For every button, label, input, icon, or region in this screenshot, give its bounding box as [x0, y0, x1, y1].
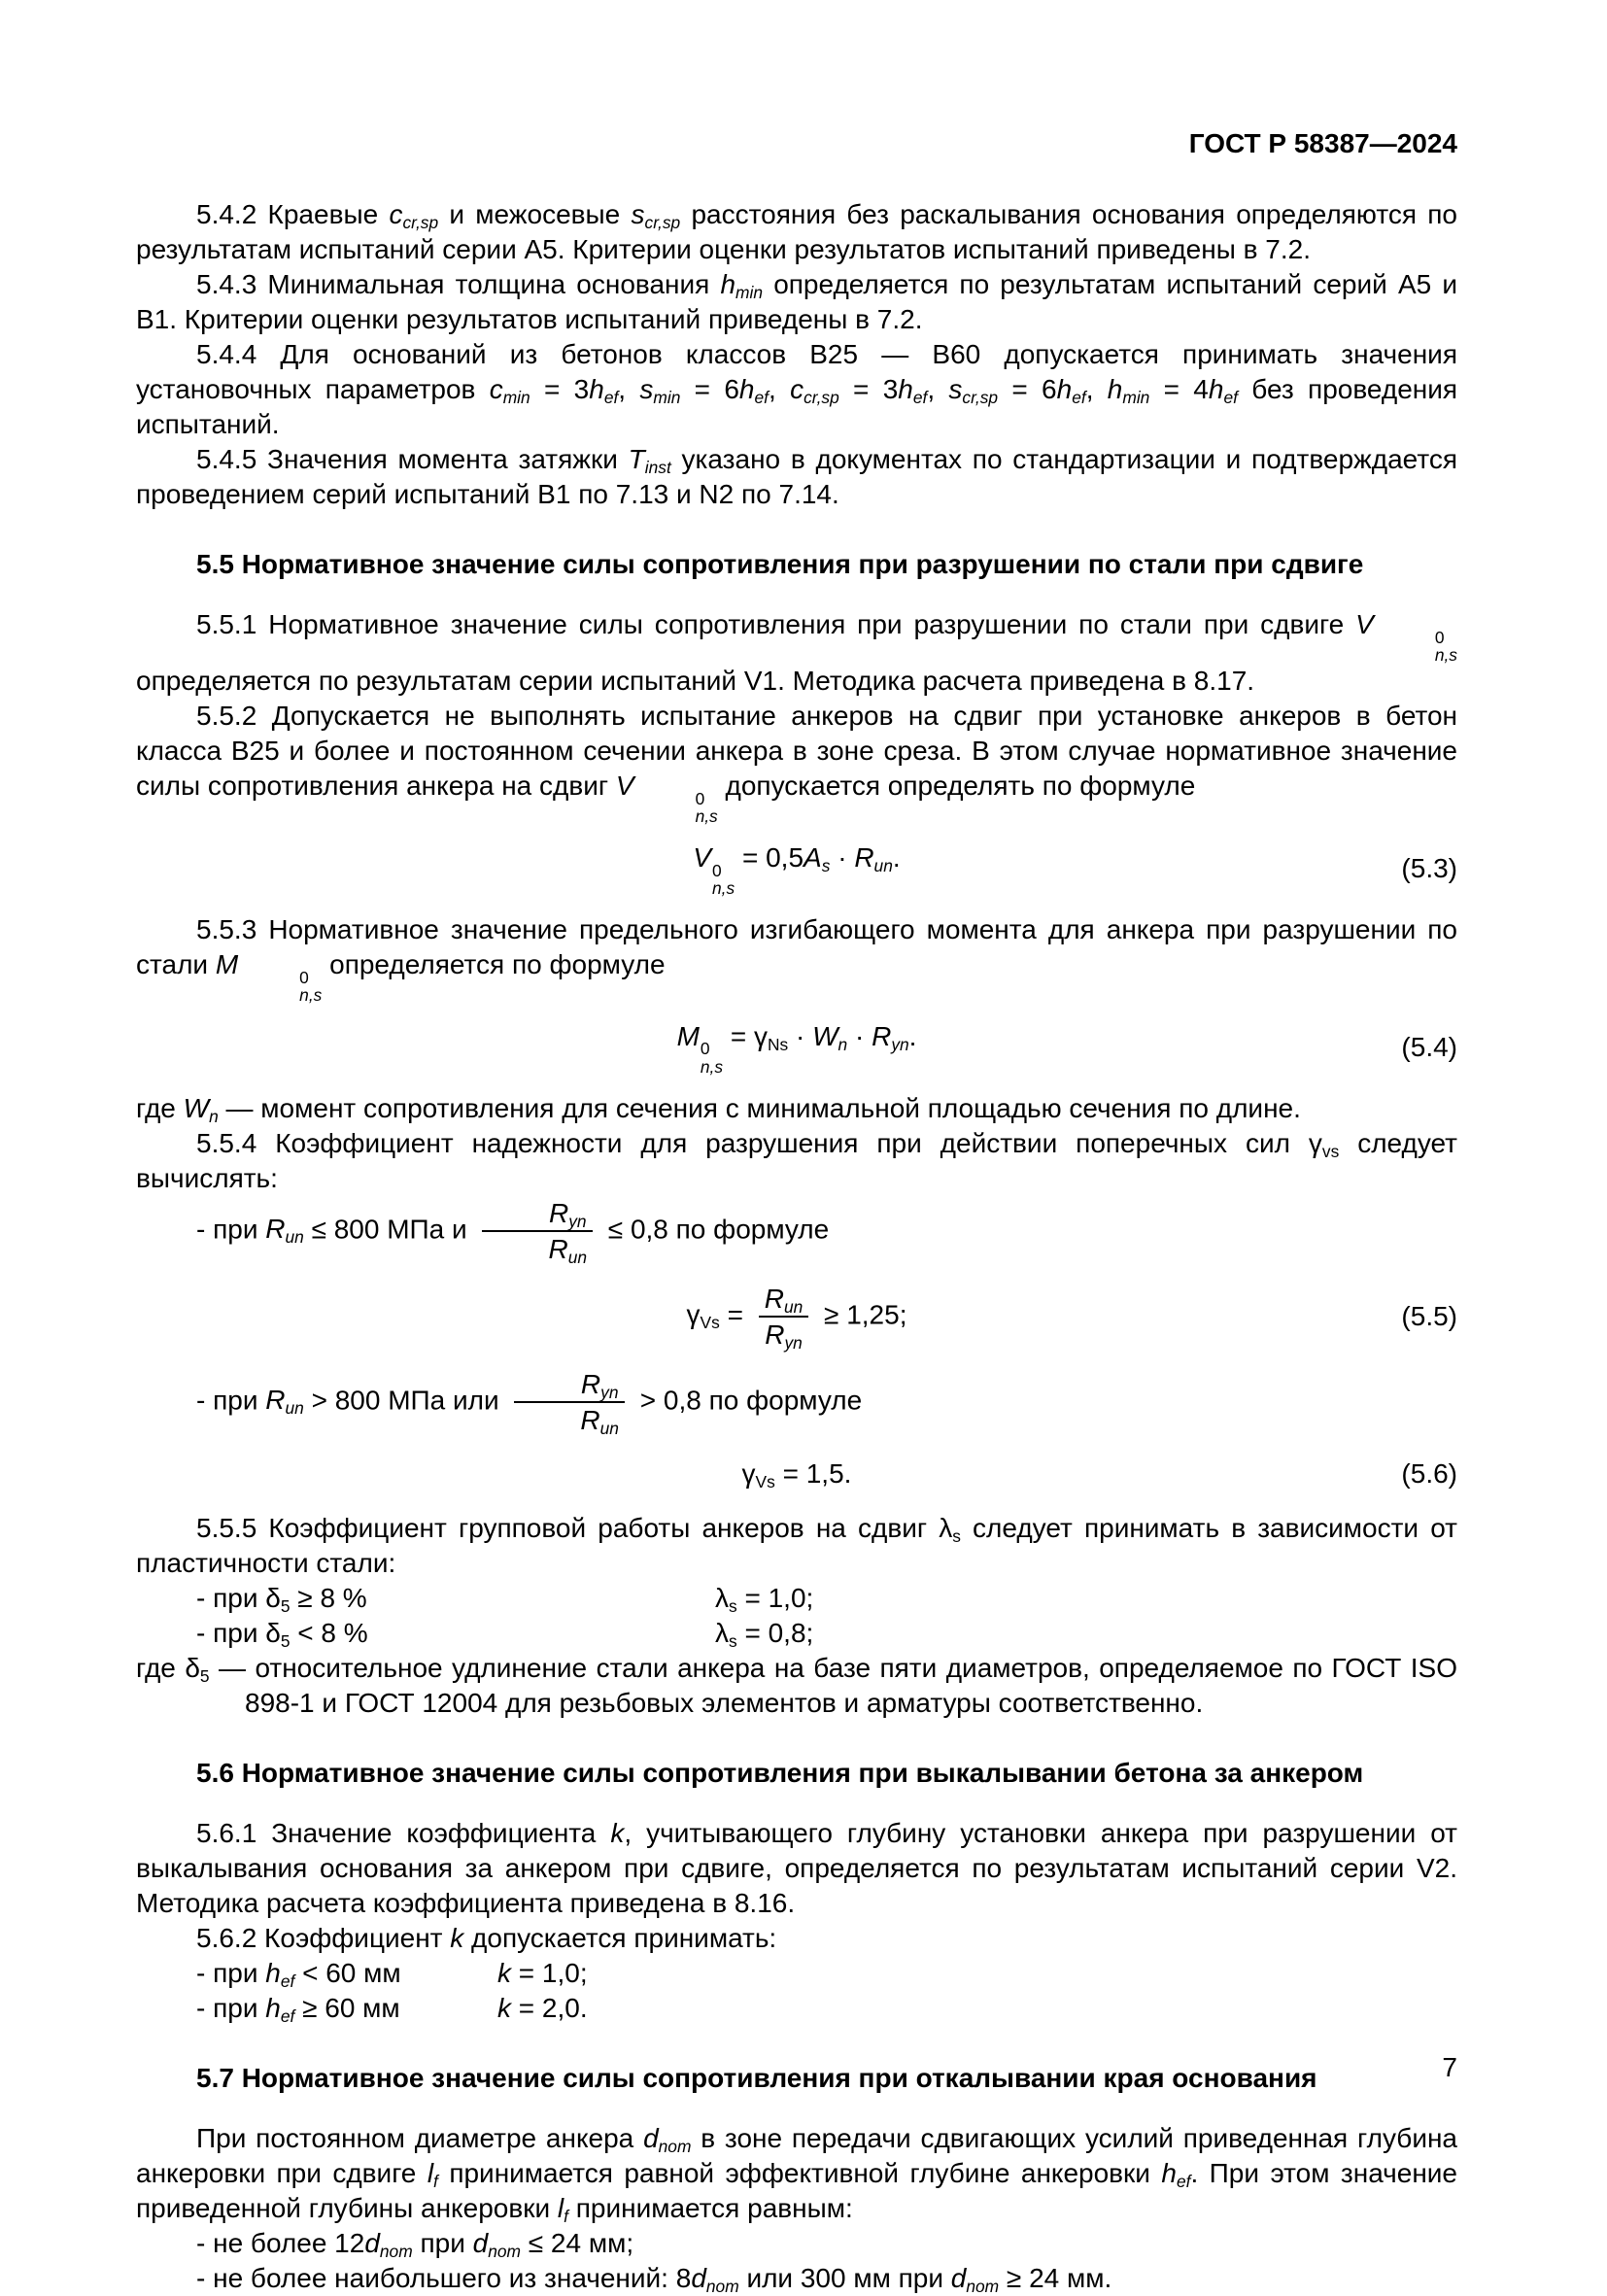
document-content	[136, 197, 1457, 2296]
paragraph: 5.5.1 Нормативное значение силы сопротивления при разрушении по стали при сдвиге V 0 n,s определяется по результатам серии испытаний V1. Методика расчета приведена в 8.17.	[136, 609, 1457, 696]
two-column-row	[136, 1581, 1457, 1616]
value-text: $\lambda_s = 1,0$;	[715, 1582, 814, 1617]
value-text: k = 2,0.	[497, 1992, 588, 2023]
two-column-row	[136, 1616, 1457, 1651]
standard-number: ГОСТ Р 58387—2024	[1188, 128, 1457, 158]
formula-body: M 0 n,s = $\gamma_{Ns} \cdot W_n \cdot R_{yn}$.	[676, 1020, 917, 1077]
fraction: $\frac{R_{yn}}{R_{un}}$	[482, 1196, 593, 1266]
paragraph: 5.4.2 Краевые $c_{cr,sp}$ и межосевые $s_{cr,sp}$ расстояния без раскалывания основания определяются по результатам испытаний серии А5. Критерии оценки результатов испытаний приведены в 7.2.	[136, 199, 1458, 264]
paragraph: 5.5.4 Коэффициент надежности для разрушения при действии поперечных сил $\gamma_{vs}$ следует вычислять:	[136, 1127, 1457, 1193]
paragraph: 5.6.1 Значение коэффициента k, учитывающего глубину установки анкера при разрушении от выкалывания основания за анкером при сдвиге, определяется по результатам испытаний серии V2. Методика расчета коэффициента приведена в 8.16.	[136, 1817, 1457, 1918]
section-heading: 5.5 Нормативное значение силы сопротивления при разрушении по стали при сдвиге	[196, 549, 1364, 579]
condition-text: - при $\delta_5 \ge 8$ %	[196, 1582, 367, 1617]
paragraph: 5.4.3 Минимальная толщина основания $h_{min}$ определяется по результатам испытаний серий А5 и В1. Критерии оценки результатов испытаний приведены в 7.2.	[136, 269, 1457, 334]
paragraph: 5.5.2 Допускается не выполнять испытание анкеров на сдвиг при установке анкеров в бетон класса В25 и более и постоянном сечении анкера в зоне среза. В этом случае нормативное значение силы сопротивления анкера на сдвиг V 0 n,s допускается определять по формуле	[136, 700, 1457, 826]
formula-body: $\gamma_{Vs} = 1,5$.	[741, 1457, 852, 1492]
paragraph: 5.4.5 Значения момента затяжки $T_{inst}$ указано в документах по стандартизации и подтверждается проведением серий испытаний В1 по 7.13 и N2 по 7.14.	[136, 444, 1457, 509]
formula-number: (5.5)	[1401, 1300, 1457, 1331]
value-text: k = 1,0;	[497, 1957, 588, 1988]
formula-body: V 0 n,s = $0,5A_s \cdot R_{un}$.	[693, 841, 901, 898]
section-heading: 5.7 Нормативное значение силы сопротивления при откалывании края основания	[196, 2062, 1317, 2093]
fraction: $\frac{R_{un}}{R_{yn}}$	[759, 1282, 809, 1352]
value-text: $\lambda_s = 0,8$;	[715, 1617, 814, 1652]
paragraph: При постоянном диаметре анкера $d_{nom}$ в зоне передачи сдвигающих усилий приведенная глубина анкеровки при сдвиге $l_f$ принимается равной эффективной глубине анкеровки $h_{ef}$. При этом значение приведенной глубины анкеровки $l_f$ принимается равным:	[136, 2122, 1457, 2227]
paragraph: - при $R_{un} \le 800$ МПа и $\frac{R_{yn}}{R_{un}}$ ≤ 0,8 по формуле	[196, 1197, 830, 1268]
two-column-row	[136, 1991, 1457, 2026]
formula	[136, 840, 1457, 897]
paragraph: 5.6.2 Коэффициент k допускается принимать:	[196, 1922, 777, 1953]
paragraph: - не более $12d_{nom}$ при $d_{nom} \le 24$ мм;	[196, 2227, 634, 2262]
formula	[136, 1453, 1457, 1495]
condition-text: - при $\delta_5 < 8$ %	[196, 1617, 368, 1652]
paragraph: - при $R_{un} > 800$ МПа или $\frac{R_{yn}}{R_{un}}$ > 0,8 по формуле	[196, 1368, 863, 1439]
paragraph: 5.5.3 Нормативное значение предельного изгибающего момента для анкера при разрушении по стали M 0 n,s определяется по формуле	[136, 913, 1457, 1005]
section-heading: 5.6 Нормативное значение силы сопротивления при выкалывании бетона за анкером	[196, 1757, 1364, 1788]
fraction: $\frac{R_{yn}}{R_{un}}$	[514, 1367, 625, 1437]
formula-number: (5.3)	[1401, 852, 1457, 883]
paragraph: 5.5.5 Коэффициент групповой работы анкеров на сдвиг $\lambda_s$ следует принимать в зависимости от пластичности стали:	[136, 1512, 1457, 1578]
condition-text: - при $h_{ef} < 60$ мм	[196, 1957, 401, 1992]
paragraph: где $\delta_5$ — относительное удлинение стали анкера на базе пяти диаметров, определяемое по ГОСТ ISO 898-1 и ГОСТ 12004 для резьбовых элементов и арматуры соответственно.	[136, 1652, 1457, 1718]
formula-body: $\gamma_{Vs}$ = $\frac{R_{un}}{R_{yn}}$ ≥ 1,25;	[686, 1283, 907, 1354]
condition-text: - при $h_{ef} \ge 60$ мм	[196, 1992, 400, 2027]
formula-number: (5.6)	[1401, 1457, 1457, 1489]
formula	[136, 1282, 1457, 1352]
two-column-row	[136, 1956, 1457, 1991]
paragraph: где $W_n$ — момент сопротивления для сечения с минимальной площадью сечения по длине.	[136, 1092, 1301, 1127]
formula-number: (5.4)	[1401, 1031, 1457, 1062]
paragraph: 5.4.4 Для оснований из бетонов классов В25 — В60 допускается принимать значения установочных параметров $c_{min} = 3h_{ef}$, $s_{min} = 6h_{ef}$, $c_{cr,sp} = 3h_{ef}$, $s_{cr,sp} = 6h_{ef}$, $h_{min} = 4h_{ef}$ без проведения испытаний.	[136, 339, 1458, 439]
document-header	[1189, 126, 1457, 161]
paragraph: - не более наибольшего из значений: $8d_{nom}$ или 300 мм при $d_{nom} \ge 24$ мм.	[196, 2262, 1112, 2296]
formula	[136, 1019, 1457, 1076]
page-number: 7	[1442, 2052, 1457, 2082]
